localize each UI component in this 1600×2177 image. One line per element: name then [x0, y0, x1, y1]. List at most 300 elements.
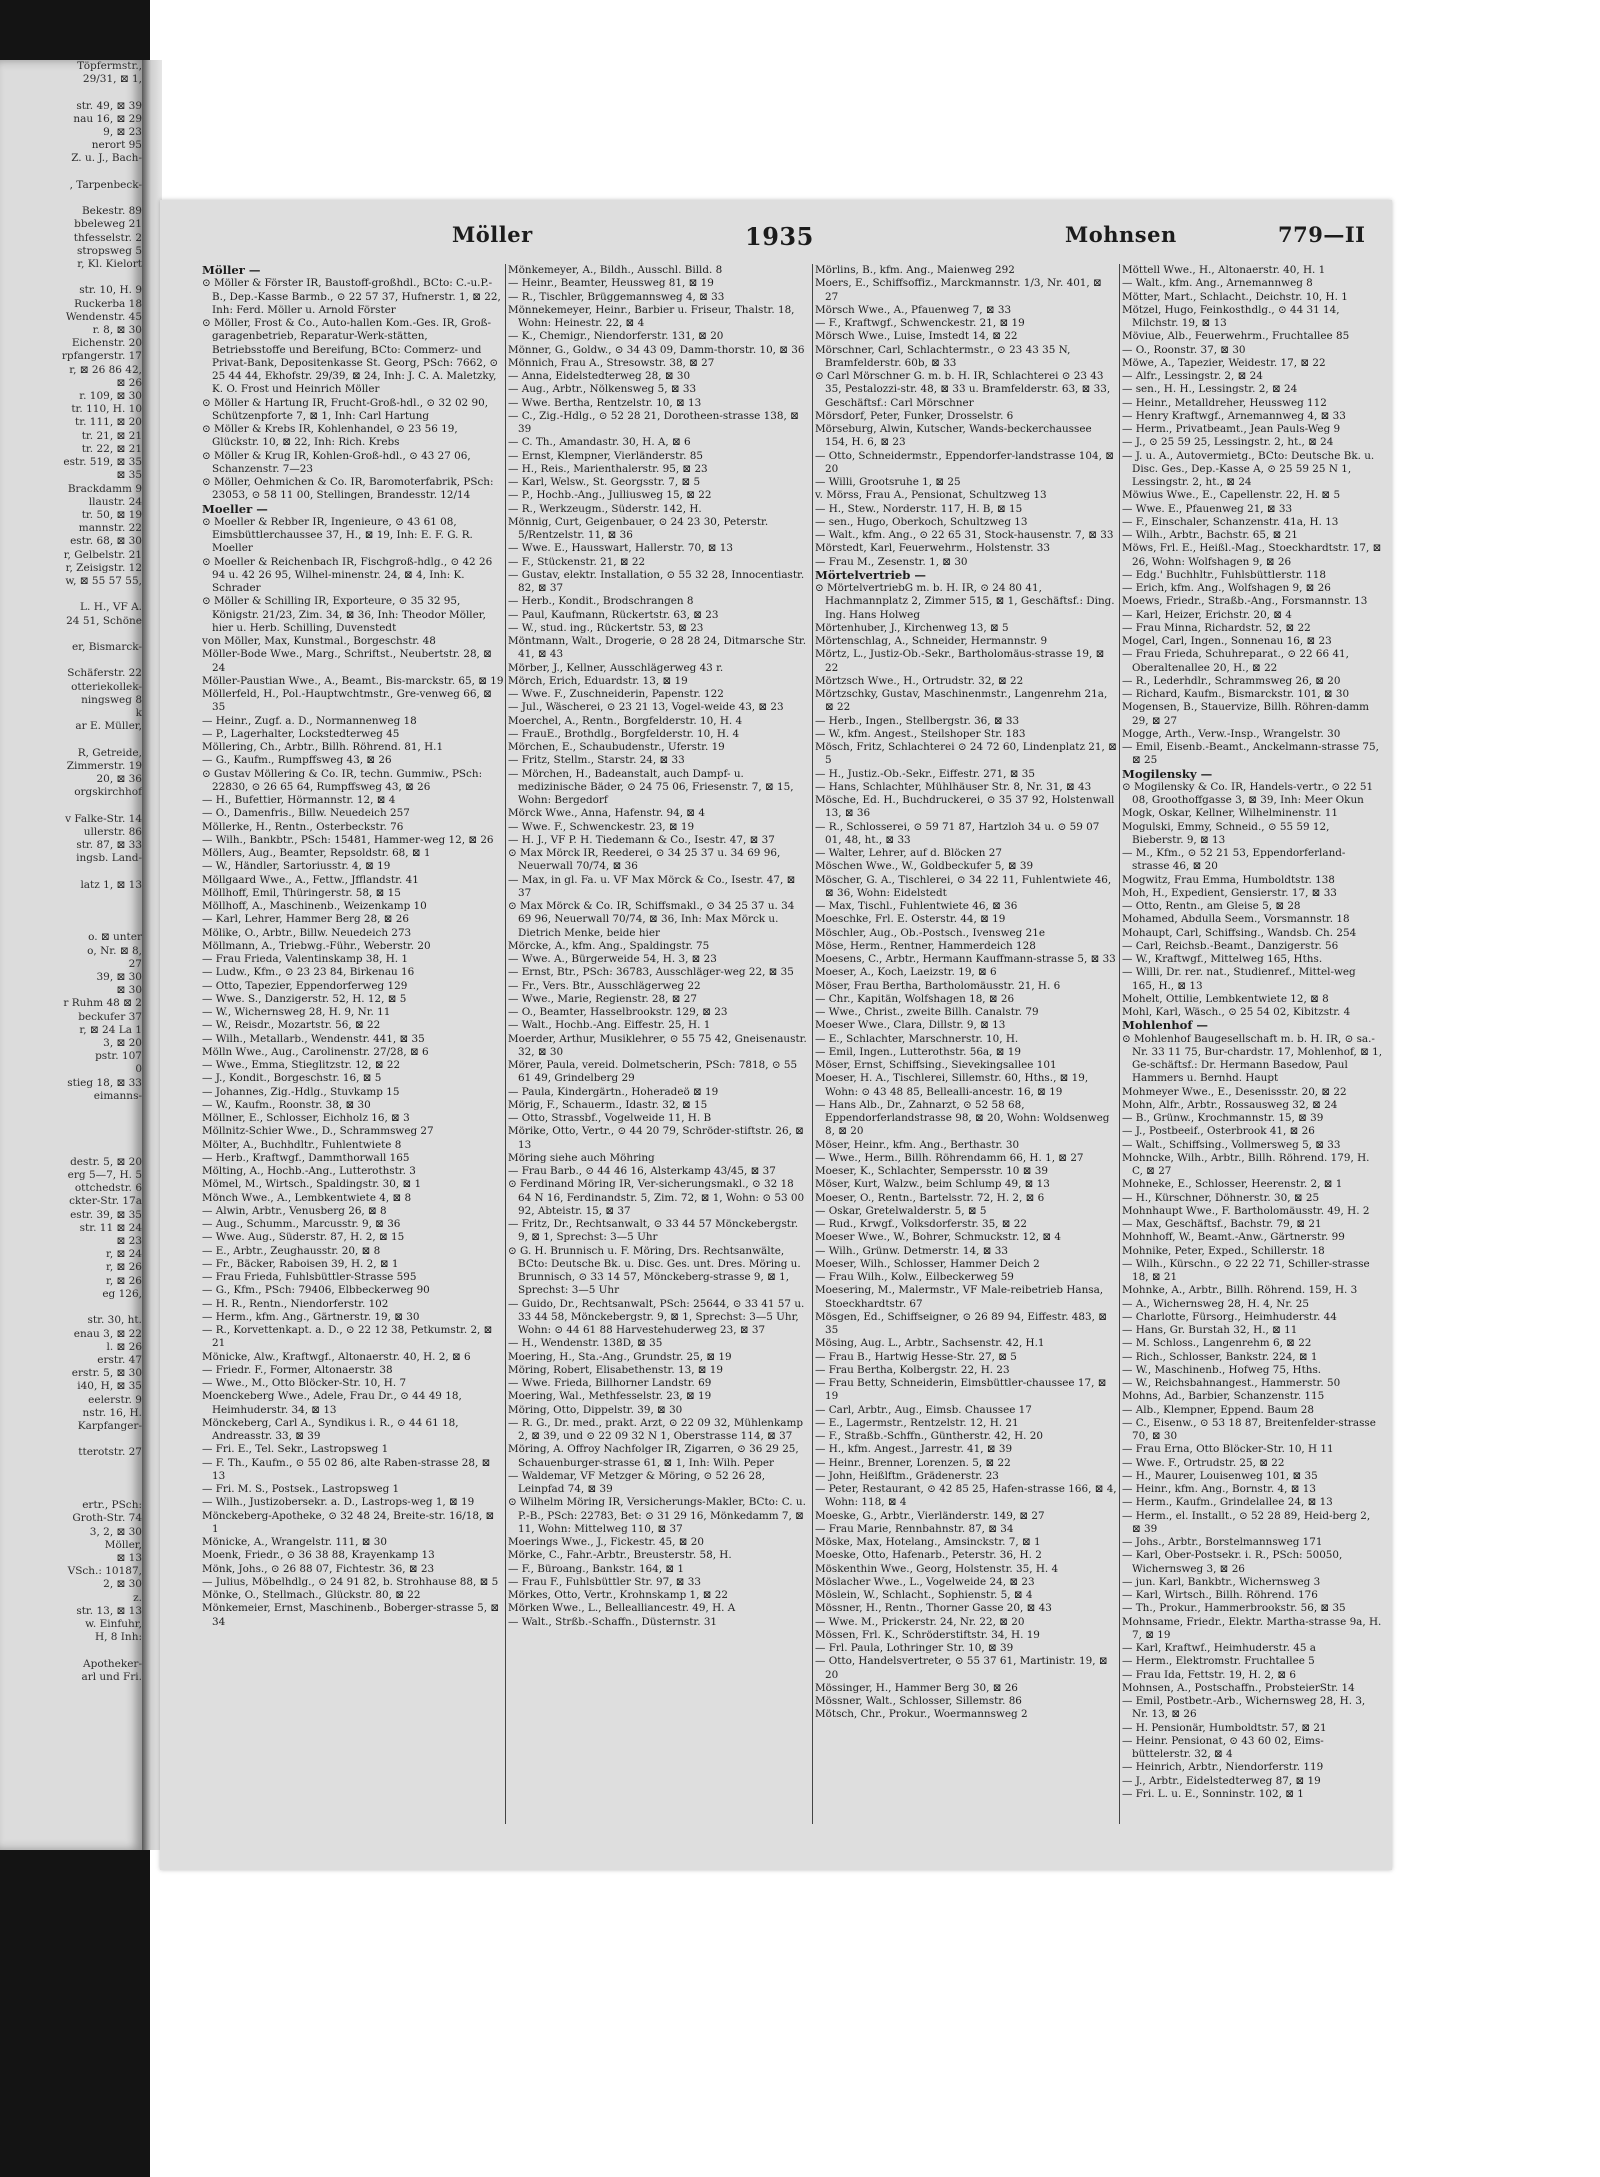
directory-entry: — Frau Frieda, Valentinskamp 38, H. 1	[202, 953, 408, 965]
column-divider	[505, 264, 506, 1824]
fragment-line: 39, ⊠ 30	[96, 971, 142, 984]
directory-entry: Mohneke, E., Schlosser, Heerenstr. 2, ⊠ 1	[1122, 1178, 1343, 1191]
directory-entry: — W., stud. ing., Rückertstr. 53, ⊠ 23	[508, 621, 704, 634]
directory-entry: — Wwe. F., Schwenckestr. 23, ⊠ 19	[508, 820, 695, 833]
directory-column-3	[815, 264, 1117, 1854]
directory-entry: — Ernst, Btr., PSch: 36783, Ausschläger-weg 22, ⊠ 35	[508, 966, 794, 979]
fragment-line: mannstr. 22	[78, 522, 142, 535]
directory-entry: Moerchel, A., Rentn., Borgfelderstr. 10, H. 4	[508, 714, 743, 727]
directory-entry: Mönnig, Curt, Geigenbauer, ⊙ 24 23 30, Peterstr. 5/Rentzelstr. 11, ⊠ 36	[508, 515, 769, 541]
directory-entry: — Chr., Kapitän, Wolfshagen 18, ⊠ 26	[815, 992, 1015, 1005]
directory-entry: — J., ⊙ 25 59 25, Lessingstr. 2, ht., ⊠ 24	[1122, 436, 1334, 449]
fragment-line: r, Kl. Kielort	[77, 258, 142, 271]
fragment-line	[0, 166, 142, 179]
directory-entry: — Karl, Welsw., St. Georgsstr. 7, ⊠ 5	[508, 476, 701, 488]
fragment-line: Karpfanger-	[77, 1419, 142, 1432]
directory-entry: Mörtz, L., Justiz-Ob.-Sekr., Bartholomäus-strasse 19, ⊠ 22	[815, 648, 1105, 674]
directory-entry: Mohaupt, Carl, Schiffsing., Wandsb. Ch. 254	[1122, 926, 1357, 939]
fragment-line: ⊠ 35	[116, 469, 142, 482]
directory-entry: — Karl, Lehrer, Hammer Berg 28, ⊠ 26	[202, 913, 409, 926]
header-right-keyword: Mohnsen	[1065, 222, 1177, 247]
directory-entry: — J., Kondit., Borgeschstr. 16, ⊠ 5	[202, 1072, 382, 1085]
directory-entry: — FrauE., Brothdlg., Borgfelderstr. 10, H. 4	[508, 727, 740, 740]
fragment-line: orgskirchhof	[74, 786, 142, 799]
directory-entry: — Karl, Wirtsch., Billh. Röhrend. 176	[1122, 1589, 1318, 1601]
directory-entry: ⊙ Max Mörck & Co. IR, Schiffsmakl., ⊙ 34 25 37 u. 34 69 96, Neuerwall 70/74, ⊠ 36, Inh: Max Mörck u. Dietrich Menke, beide hier	[508, 900, 795, 939]
directory-entry: — Otto, Schneidermstr., Eppendorfer-landstrasse 104, ⊠ 20	[815, 449, 1114, 475]
fragment-line: nstr. 16, H.	[82, 1406, 142, 1419]
directory-entry: ⊙ MörtelvertriebG m. b. H. IR, ⊙ 24 80 41, Hachmannplatz 2, Zimmer 515, ⊠ 1, Geschäftsf.: Ding. Ing. Hans Holweg	[815, 582, 1115, 621]
directory-entry: — Walt., Strßb.-Schaffn., Düsternstr. 31	[508, 1615, 718, 1628]
fragment-line: Z. u. J., Bach-	[71, 152, 142, 165]
header-year: 1935	[745, 222, 814, 251]
directory-entry: — P., Hochb.-Ang., Julliusweg 15, ⊠ 22	[508, 489, 712, 502]
fragment-line: tr. 110, H. 10	[71, 403, 142, 416]
directory-entry: — Carl, Arbtr., Aug., Eimsb. Chaussee 17	[815, 1403, 1032, 1416]
fragment-line	[0, 1301, 142, 1314]
directory-entry: Mohncke, Wilh., Arbtr., Billh. Röhrend. 179, H. C, ⊠ 27	[1122, 1151, 1370, 1177]
directory-entry: — Heinr., Zugf. a. D., Normannenweg 18	[202, 714, 417, 727]
directory-entry: — Paula, Kindergärtn., Hoheradeö ⊠ 19	[508, 1085, 719, 1098]
header-left-keyword: Möller	[452, 222, 533, 247]
directory-entry: Möring, A. Offroy Nachfolger IR, Zigarren, ⊙ 36 29 25, Schauenburger-strasse 61, ⊠ 1, Inh: Wilh. Peper	[508, 1443, 799, 1469]
directory-entry: Mölike, O., Arbtr., Billw. Neuedeich 273	[202, 926, 412, 939]
directory-column-4	[1122, 264, 1382, 1854]
directory-entry: Mörchen, E., Schaubudenstr., Uferstr. 19	[508, 741, 725, 753]
fragment-line: estr. 39, ⊠ 35	[70, 1208, 142, 1221]
directory-entry: Mömel, M., Wirtsch., Spaldingstr. 30, ⊠ 1	[202, 1178, 422, 1191]
directory-entry: — H., Wendenstr. 138D, ⊠ 35	[508, 1337, 663, 1350]
directory-entry: Mohelt, Ottilie, Lembkentwiete 12, ⊠ 8	[1122, 992, 1329, 1005]
fragment-line	[0, 1644, 142, 1657]
fragment-line: r, ⊠ 24	[105, 1248, 142, 1261]
directory-column-1	[202, 264, 504, 1854]
directory-entry: — Fritz, Dr., Rechtsanwalt, ⊙ 33 44 57 Mönckebergstr. 9, ⊠ 1, Sprechst: 3—5 Uhr	[508, 1218, 799, 1244]
directory-entry: Mohnhaupt Wwe., F. Bartholomäusstr. 49, H. 2	[1122, 1204, 1370, 1217]
fragment-line: w. Einfuhr,	[85, 1617, 142, 1630]
directory-entry: — Herm., Privatbeamt., Jean Pauls-Weg 9	[1122, 423, 1341, 435]
directory-entry: — Hans Alb., Dr., Zahnarzt, ⊙ 52 58 68, Eppendorferlandstrasse 98, ⊠ 20, Wohn: Woldsenweg 8, ⊠ 20	[815, 1098, 1110, 1138]
fragment-line: Schäferstr. 22	[67, 667, 142, 680]
directory-entry: — Otto, Rentn., am Gleise 5, ⊠ 28	[1122, 900, 1301, 912]
directory-entry: Möller-Paustian Wwe., A., Beamt., Bis-marckstr. 65, ⊠ 19	[202, 674, 504, 687]
directory-entry: — Rud., Krwgf., Volksdorferstr. 35, ⊠ 22	[815, 1218, 1028, 1230]
directory-entry: Mönicke, Alw., Kraftwgf., Altonaerstr. 40, H. 2, ⊠ 6	[202, 1350, 471, 1363]
directory-entry: — Rich., Schlosser, Bankstr. 224, ⊠ 1	[1122, 1350, 1318, 1363]
directory-entry: — Wwe., Marie, Regienstr. 28, ⊠ 27	[508, 992, 697, 1005]
directory-entry: Moering, Wal., Methfesselstr. 23, ⊠ 19	[508, 1390, 712, 1403]
directory-entry: — Wwe. M., Prickerstr. 24, Nr. 22, ⊠ 20	[815, 1615, 1025, 1628]
fragment-line: R, Getreide,	[77, 746, 142, 759]
directory-entry: Moeser, Wilh., Schlosser, Hammer Deich 2	[815, 1257, 1040, 1270]
fragment-line: ar E. Müller,	[75, 720, 142, 733]
directory-entry: Mörtenschlag, A., Schneider, Hermannstr. 9	[815, 635, 1048, 647]
directory-entry: ⊙ Mogilensky & Co. IR, Handels-vertr., ⊙ 22 51 08, Groothoffgasse 3, ⊠ 39, Inh: Meer Okun	[1122, 780, 1374, 806]
directory-entry: Mörch, Erich, Eduardstr. 13, ⊠ 19	[508, 674, 688, 687]
directory-entry: Mohnike, Peter, Exped., Schillerstr. 18	[1122, 1244, 1325, 1257]
fragment-line: z.	[133, 1591, 142, 1604]
fragment-line	[0, 799, 142, 812]
directory-entry: ⊙ Mohlenhof Baugesellschaft m. b. H. IR, ⊙ sa.-Nr. 33 11 75, Bur-chardstr. 17, Mohlenhof, ⊠ 1, Ge-schäftsf.: Dr. Hermann Basedow, Paul Hammers u. Bernhd. Haupt	[1122, 1032, 1382, 1085]
directory-entry: Mohamed, Abdulla Seem., Vorsmannstr. 18	[1122, 913, 1350, 926]
fragment-line: r Ruhm 48 ⊠ 2	[63, 997, 142, 1010]
directory-entry: — P., Lagerhalter, Lockstedterweg 45	[202, 727, 400, 740]
directory-entry: — Karl, Ober-Postsekr. i. R., PSch: 50050, Wichernsweg 3, ⊠ 26	[1122, 1549, 1343, 1575]
fragment-line: erstr. 5, ⊠ 30	[71, 1367, 142, 1380]
directory-entry: Mössinger, H., Hammer Berg 30, ⊠ 26	[815, 1681, 1018, 1694]
directory-entry: — Wwe. F., Zuschneiderin, Papenstr. 122	[508, 688, 724, 700]
fragment-line: Bekestr. 89	[81, 205, 142, 218]
fragment-line: estr. 519, ⊠ 35	[63, 456, 142, 469]
book-gutter	[142, 60, 162, 1850]
directory-entry: — Alwin, Arbtr., Venusberg 26, ⊠ 8	[202, 1204, 387, 1217]
fragment-line: r, ⊠ 24 La 1	[79, 1023, 142, 1036]
directory-entry: — Guido, Dr., Rechtsanwalt, PSch: 25644, ⊙ 33 41 57 u. 33 44 58, Mönckebergstr. 9, ⊠ 1, Sprechst: 3—5 Uhr, Wohn: ⊙ 44 61 88 Harvestehuderweg 23, ⊠ 37	[508, 1297, 805, 1336]
directory-entry: — Fri. M. S., Postsek., Lastropsweg 1	[202, 1483, 400, 1495]
directory-entry: Mönch Wwe., A., Lembkentwiete 4, ⊠ 8	[202, 1191, 412, 1204]
directory-entry: Mogk, Oskar, Kellner, Wilhelminenstr. 11	[1122, 807, 1338, 820]
section-heading: Möller —	[202, 264, 261, 277]
directory-entry: Möschler, Aug., Ob.-Postsch., Ivensweg 21e	[815, 926, 1045, 939]
directory-entry: Mölter, A., Buchhdltr., Fuhlentwiete 8	[202, 1138, 402, 1151]
directory-entry: Mönkemeyer, A., Bildh., Ausschl. Billd. 8	[508, 264, 723, 276]
directory-entry: — Emil, Postbetr.-Arb., Wichernsweg 28, H. 3, Nr. 13, ⊠ 26	[1122, 1695, 1366, 1721]
directory-entry: Mogulski, Emmy, Schneid., ⊙ 55 59 12, Bieberstr. 9, ⊠ 13	[1122, 820, 1330, 846]
directory-entry: — Walter, Lehrer, auf d. Blöcken 27	[815, 847, 1003, 859]
column-divider	[1119, 264, 1120, 1824]
directory-entry: — H. R., Rentn., Niendorferstr. 102	[202, 1297, 389, 1310]
fragment-line: estr. 68, ⊠ 30	[70, 535, 142, 548]
directory-entry: — Julius, Möbelhdlg., ⊙ 24 91 82, b. Strohhause 88, ⊠ 5	[202, 1575, 499, 1588]
fragment-line: eimanns-	[93, 1089, 142, 1102]
directory-entry: — K., Chemigr., Niendorferstr. 131, ⊠ 20	[508, 330, 724, 343]
directory-entry: — Walt., Schiffsing., Vollmersweg 5, ⊠ 33	[1122, 1138, 1341, 1151]
fragment-line: r. 109, ⊠ 30	[79, 390, 142, 403]
fragment-line: r, ⊠ 26	[105, 1274, 142, 1287]
directory-entry: Moeser Wwe., W., Bohrer, Schmuckstr. 12, ⊠ 4	[815, 1231, 1062, 1244]
directory-entry: — Wilh., Grünw. Detmerstr. 14, ⊠ 33	[815, 1244, 1008, 1257]
fragment-line	[0, 1116, 142, 1129]
fragment-line: ⊠ 13	[116, 1551, 142, 1564]
fragment-line: o. ⊠ unter	[88, 931, 142, 944]
fragment-line	[0, 865, 142, 878]
fragment-line: nau 16, ⊠ 29	[73, 112, 142, 125]
fragment-line: Ruckerba 18	[74, 297, 142, 310]
fragment-line: 29/31, ⊠ 1,	[82, 73, 142, 86]
directory-entry: Mohnsame, Friedr., Elektr. Martha-strasse 9a, H. 7, ⊠ 19	[1122, 1615, 1382, 1641]
directory-entry: — Herm., Kaufm., Grindelallee 24, ⊠ 13	[1122, 1496, 1333, 1509]
fragment-line: str. 87, ⊠ 33	[76, 838, 142, 851]
directory-entry: — G., Kfm., PSch: 79406, Elbbeckerweg 90	[202, 1284, 430, 1297]
directory-entry: — H., Justiz.-Ob.-Sekr., Eiffestr. 271, ⊠ 35	[815, 767, 1035, 780]
directory-entry: Möllnitz-Schier Wwe., D., Schrammsweg 27	[202, 1125, 434, 1138]
fragment-line: destr. 5, ⊠ 20	[70, 1155, 142, 1168]
directory-entry: Mötzel, Hugo, Feinkosthdlg., ⊙ 44 31 14, Milchstr. 19, ⊠ 13	[1122, 303, 1340, 329]
directory-entry: — W., Reisdr., Mozartstr. 56, ⊠ 22	[202, 1019, 381, 1032]
fragment-line: Apotheker-	[83, 1657, 142, 1670]
fragment-line: ckter-Str. 17a	[69, 1195, 142, 1208]
fragment-line	[0, 892, 142, 905]
fragment-line: er, Bismarck-	[71, 640, 142, 653]
fragment-line	[0, 86, 142, 99]
directory-entry: — Karl, Kraftwf., Heimhuderstr. 45 a	[1122, 1642, 1316, 1654]
directory-entry: — H., Stew., Norderstr. 117, H. B, ⊠ 15	[815, 502, 1023, 515]
directory-entry: — C., Eisenw., ⊙ 53 18 87, Breitenfelder-strasse 70, ⊠ 30	[1122, 1416, 1376, 1442]
fragment-line: 2, ⊠ 30	[103, 1578, 142, 1591]
directory-entry: Moenckeberg Wwe., Adele, Frau Dr., ⊙ 44 49 18, Heimhuderstr. 34, ⊠ 13	[202, 1390, 462, 1416]
page-number: 779—II	[1278, 222, 1366, 247]
directory-entry: — Wilh., Justizobersekr. a. D., Lastrops-weg 1, ⊠ 19	[202, 1496, 475, 1509]
directory-entry: — R., Korvettenkapt. a. D., ⊙ 22 12 38, Petkumstr. 2, ⊠ 21	[202, 1324, 493, 1350]
directory-entry: — Wwe. S., Danzigerstr. 52, H. 12, ⊠ 5	[202, 992, 407, 1005]
fragment-line: 24 51, Schöne	[66, 614, 142, 627]
directory-entry: Moeser, K., Schlachter, Sempersstr. 10 ⊠ 39	[815, 1165, 1048, 1177]
directory-entry: — Willi, Dr. rer. nat., Studienref., Mittel-weg 165, H., ⊠ 13	[1122, 966, 1356, 992]
directory-entry: Mogwitz, Frau Emma, Humboldtstr. 138	[1122, 873, 1335, 886]
fragment-line: eg 126,	[102, 1287, 142, 1300]
fragment-line: str. 13, ⊠ 13	[76, 1604, 142, 1617]
directory-entry: — Fritz, Stellm., Starstr. 24, ⊠ 33	[508, 754, 685, 767]
directory-entry: Moerder, Arthur, Musiklehrer, ⊙ 55 75 42, Gneisenaustr. 32, ⊠ 30	[508, 1032, 807, 1058]
directory-entry: — Th., Prokur., Hammerbrookstr. 56, ⊠ 35	[1122, 1602, 1346, 1615]
section-heading: Mohlenhof —	[1122, 1018, 1208, 1033]
directory-entry: — Herm., Elektromstr. Fruchtallee 5	[1122, 1655, 1315, 1668]
directory-entry: — Herm., kfm. Ang., Gärtnerstr. 19, ⊠ 30	[202, 1310, 420, 1323]
directory-entry: — G., Kaufm., Rumpffsweg 43, ⊠ 26	[202, 754, 392, 767]
fragment-line	[0, 918, 142, 931]
directory-entry: — Frau Frieda, Fuhlsbüttler-Strasse 595	[202, 1271, 417, 1283]
directory-entry: — C. Th., Amandastr. 30, H. A, ⊠ 6	[508, 436, 691, 449]
directory-entry: Mörsdorf, Peter, Funker, Drosselstr. 6	[815, 409, 1014, 422]
directory-entry: ⊙ Ferdinand Möring IR, Ver-sicherungsmakl., ⊙ 32 18 64 N 16, Ferdinandstr. 5, Zim. 72, ⊠ 1, Wohn: ⊙ 53 00 92, Abteistr. 15, ⊠ 37	[508, 1178, 805, 1217]
fragment-line: ertr., PSch:	[82, 1499, 142, 1512]
directory-entry: Möser, Heinr., kfm. Ang., Berthastr. 30	[815, 1138, 1020, 1151]
fragment-line: r, ⊠ 26 86 42,	[69, 363, 142, 376]
directory-entry: Mogensen, B., Stauervize, Billh. Röhren-damm 29, ⊠ 27	[1122, 701, 1369, 727]
directory-entry: — Emil, Ingen., Lutterothstr. 56a, ⊠ 19	[815, 1045, 1021, 1058]
directory-entry: — H., Kürschner, Döhnerstr. 30, ⊠ 25	[1122, 1191, 1320, 1204]
directory-entry: Möser, Ernst, Schiffsing., Sievekingsallee 101	[815, 1059, 1057, 1071]
directory-entry: Mösgen, Ed., Schiffseigner, ⊙ 26 89 94, Eiffestr. 483, ⊠ 35	[815, 1310, 1107, 1336]
directory-entry: — W., Händler, Sartoriusstr. 4, ⊠ 19	[202, 860, 391, 873]
directory-entry: Mörsch Wwe., Luise, Imstedt 14, ⊠ 22	[815, 330, 1018, 343]
directory-entry: Möller-Bode Wwe., Marg., Schriftst., Neubertstr. 28, ⊠ 24	[202, 648, 492, 674]
directory-entry: — Carl, Reichsb.-Beamt., Danzigerstr. 56	[1122, 939, 1339, 952]
directory-entry: — Frau Bertha, Kolbergstr. 22, H. 23	[815, 1363, 1010, 1376]
directory-entry: Möring siehe auch Möhring	[508, 1151, 655, 1164]
directory-entry: Mörer, Paula, vereid. Dolmetscherin, PSch: 7818, ⊙ 55 61 49, Grindelberg 29	[508, 1059, 798, 1085]
directory-entry: — Herb., Kondit., Brodschrangen 8	[508, 595, 694, 608]
fragment-line: ⊠ 26	[116, 376, 142, 389]
fragment-line: 27	[128, 957, 142, 970]
directory-entry: — Waldemar, VF Metzger & Möring, ⊙ 52 26 28, Leinpfad 74, ⊠ 39	[508, 1469, 766, 1495]
directory-entry: — Wilh., Kürschn., ⊙ 22 22 71, Schiller-strasse 18, ⊠ 21	[1122, 1257, 1370, 1283]
fragment-line: str. 10, H. 9	[79, 284, 142, 297]
directory-entry: ⊙ Carl Mörschner G. m. b. H. IR, Schlachterei ⊙ 23 43 35, Pestalozzi-str. 48, ⊠ 33 u. Bramfelderstr. 63, ⊠ 33, Geschäftsf.: Carl Mörschner	[815, 370, 1111, 409]
directory-entry: Moews, Friedr., Straßb.-Ang., Forsmannstr. 13	[1122, 595, 1368, 608]
directory-entry: — Karl, Heizer, Erichstr. 20, ⊠ 4	[1122, 608, 1292, 621]
fragment-line: tr. 111, ⊠ 20	[75, 416, 142, 429]
directory-entry: Möring, Otto, Dippelstr. 39, ⊠ 30	[508, 1403, 683, 1416]
directory-entry: Möllhoff, A., Maschinenb., Weizenkamp 10	[202, 900, 427, 912]
directory-entry: Möslein, W., Schlacht., Sophienstr. 5, ⊠ 4	[815, 1589, 1033, 1601]
directory-entry: v. Mörss, Frau A., Pensionat, Schultzweg 13	[815, 489, 1047, 502]
directory-entry: — Frau Frieda, Schuhreparat., ⊙ 22 66 41, Oberaltenallee 20, H., ⊠ 22	[1122, 648, 1349, 674]
directory-entry: — Erich, kfm. Ang., Wolfshagen 9, ⊠ 26	[1122, 582, 1331, 594]
directory-entry: — Peter, Restaurant, ⊙ 42 85 25, Hafen-strasse 166, ⊠ 4, Wohn: 118, ⊠ 4	[815, 1483, 1117, 1509]
directory-entry: Mörseburg, Alwin, Kutscher, Wands-beckerchaussee 154, H. 6, ⊠ 23	[815, 423, 1092, 449]
directory-entry: Mönnekemeyer, Heinr., Barbier u. Friseur, Thalstr. 18, Wohn: Heinestr. 22, ⊠ 4	[508, 303, 795, 329]
directory-entry: — Wwe. A., Bürgerweide 54, H. 3, ⊠ 23	[508, 953, 717, 965]
fragment-line: beckufer 37	[78, 1010, 142, 1023]
directory-column-2	[508, 264, 810, 1854]
directory-entry: — Wwe., Emma, Stieglitzstr. 12, ⊠ 22	[202, 1059, 401, 1071]
directory-entry: Mörck Wwe., Anna, Hafenstr. 94, ⊠ 4	[508, 807, 705, 820]
directory-entry: Moeschke, Frl. E. Osterstr. 44, ⊠ 19	[815, 913, 1006, 926]
directory-entry: Möser, Frau Bertha, Bartholomäusstr. 21, H. 6	[815, 979, 1061, 992]
directory-entry: Moeser Wwe., Clara, Dillstr. 9, ⊠ 13	[815, 1019, 1006, 1032]
directory-entry: — Heinr., Metalldreher, Heussweg 112	[1122, 396, 1327, 409]
directory-entry: — Alfr., Lessingstr. 2, ⊠ 24	[1122, 370, 1263, 382]
directory-entry: Mönkemeier, Ernst, Maschinenb., Boberger-strasse 5, ⊠ 34	[202, 1602, 500, 1628]
directory-entry: — John, Heißlftm., Grädenerstr. 23	[815, 1469, 999, 1482]
directory-entry: — Otto, Strassbf., Vogelweide 11, H. B	[508, 1112, 712, 1124]
fragment-line: thfesselstr. 2	[73, 231, 142, 244]
directory-entry: — Frau Erna, Otto Blöcker-Str. 10, H 11	[1122, 1443, 1334, 1456]
directory-entry: Mohnsen, A., Postschaffn., ProbsteierStr. 14	[1122, 1681, 1355, 1694]
directory-entry: — O., Beamter, Hasselbrookstr. 129, ⊠ 23	[508, 1006, 728, 1018]
directory-entry: — Walt., Hochb.-Ang. Eiffestr. 25, H. 1	[508, 1019, 711, 1032]
directory-entry: — Emil, Eisenb.-Beamt., Anckelmann-strasse 75, ⊠ 25	[1122, 741, 1379, 767]
directory-entry: — Richard, Kaufm., Bismarckstr. 101, ⊠ 30	[1122, 688, 1350, 700]
directory-entry: — Frau Wilh., Kolw., Eilbeckerweg 59	[815, 1271, 1014, 1283]
directory-entry: Mönnich, Frau A., Stresowstr. 38, ⊠ 27	[508, 356, 715, 369]
directory-entry: Moenk, Friedr., ⊙ 36 38 88, Krayenkamp 13	[202, 1549, 435, 1562]
directory-entry: — R., Tischler, Brüggemannsweg 4, ⊠ 33	[508, 290, 725, 303]
fragment-line: v Falke-Str. 14	[65, 812, 142, 825]
directory-entry: — Charlotte, Fürsorg., Heimhuderstr. 44	[1122, 1310, 1337, 1323]
section-heading: Moeller —	[202, 501, 268, 516]
directory-entry: Moeser, H. A., Tischlerei, Sillemstr. 60, Hths., ⊠ 19, Wohn: ⊙ 43 48 85, Bellealli-ancestr. 16, ⊠ 19	[815, 1072, 1089, 1098]
directory-entry: — Otto, Handelsvertreter, ⊙ 55 37 61, Martinistr. 19, ⊠ 20	[815, 1655, 1108, 1681]
directory-entry: Mörschner, Carl, Schlachtermstr., ⊙ 23 43 35 N, Bramfelderstr. 60b, ⊠ 33	[815, 343, 1071, 369]
fragment-line: rpfangerstr. 17	[61, 350, 142, 363]
directory-entry: — Heinrich, Arbtr., Niendorferstr. 119	[1122, 1761, 1324, 1774]
directory-entry: Möllner, E., Schlosser, Eichholz 16, ⊠ 3	[202, 1112, 410, 1124]
fragment-line: Möller,	[104, 1538, 142, 1551]
directory-entry: — Fri. E., Tel. Sekr., Lastropsweg 1	[202, 1443, 389, 1456]
fragment-line: Wendenstr. 45	[65, 310, 142, 323]
directory-entry: — Wwe., M., Otto Blöcker-Str. 10, H. 7	[202, 1377, 407, 1389]
directory-entry: Mönckeberg-Apotheke, ⊙ 32 48 24, Breite-str. 16/18, ⊠ 1	[202, 1509, 495, 1535]
fragment-line: l. ⊠ 26	[106, 1340, 142, 1353]
fragment-line: ⊠ 30	[116, 984, 142, 997]
directory-entry: — Wilh., Metallarb., Wendenstr. 441, ⊠ 35	[202, 1032, 425, 1045]
directory-entry: Mörig, F., Schauerm., Idastr. 32, ⊠ 15	[508, 1098, 708, 1111]
directory-entry: Möllers, Aug., Beamter, Repsoldstr. 68, ⊠ 1	[202, 847, 431, 859]
directory-entry: Möllhoff, Emil, Thüringerstr. 58, ⊠ 15	[202, 886, 401, 899]
directory-entry: Mörtzschky, Gustav, Maschinenmstr., Langenrehm 21a, ⊠ 22	[815, 688, 1108, 714]
adjacent-page-fragment	[0, 60, 142, 1850]
directory-entry: ⊙ Möller & Krug IR, Kohlen-Groß-hdl., ⊙ 43 27 06, Schanzenstr. 7—23	[202, 449, 471, 475]
directory-entry: Mölting, A., Hochb.-Ang., Lutterothstr. 3	[202, 1165, 416, 1177]
directory-entry: Möslacher Wwe., L., Vogelweide 24, ⊠ 23	[815, 1575, 1035, 1588]
directory-entry: — Heinr., kfm. Ang., Bornstr. 4, ⊠ 13	[1122, 1483, 1316, 1495]
fragment-line: VSch.: 10187,	[67, 1565, 142, 1578]
directory-entry: — W., Wichernsweg 28, H. 9, Nr. 11	[202, 1006, 391, 1018]
directory-entry: — Wwe., Herm., Billh. Röhrendamm 66, H. 1, ⊠ 27	[815, 1151, 1084, 1164]
fragment-line: ningsweg 8	[81, 693, 142, 706]
directory-entry: ⊙ Wilhelm Möring IR, Versicherungs-Makler, BCto: C. u. P.-B., PSch: 22783, Bet: ⊙ 31 29 16, Mönkedamm 7, ⊠ 11, Wohn: Mittelweg 110, ⊠ 37	[508, 1496, 806, 1535]
directory-entry: Möscher, G. A., Tischlerei, ⊙ 34 22 11, Fuhlentwiete 46, ⊠ 36, Wohn: Eidelstedt	[815, 873, 1112, 899]
directory-entry: Möwius Wwe., E., Capellenstr. 22, H. ⊠ 5	[1122, 489, 1341, 502]
fragment-line: r. 8, ⊠ 30	[92, 324, 142, 337]
directory-entry: — O., Roonstr. 37, ⊠ 30	[1122, 343, 1246, 356]
fragment-line	[0, 654, 142, 667]
directory-entry: Moers, E., Schiffsoffiz., Marckmannstr. 1/3, Nr. 401, ⊠ 27	[815, 277, 1102, 303]
fragment-line	[0, 1103, 142, 1116]
directory-entry: — Frau Marie, Rennbahnstr. 87, ⊠ 34	[815, 1522, 1014, 1535]
directory-entry: Möskenthin Wwe., Georg, Holstenstr. 35, H. 4	[815, 1562, 1059, 1575]
directory-entry: Moeser, O., Rentn., Bartelsstr. 72, H. 2, ⊠ 6	[815, 1191, 1045, 1204]
fragment-line: stieg 18, ⊠ 33	[67, 1076, 142, 1089]
fragment-line: str. 11 ⊠ 24	[79, 1221, 142, 1234]
directory-entry: — H., kfm. Angest., Jarrestr. 41, ⊠ 39	[815, 1443, 1013, 1456]
fragment-line: erg 5—7, H. 5	[67, 1169, 142, 1182]
fragment-line	[0, 192, 142, 205]
fragment-line: r, Zeisigstr. 12	[65, 561, 142, 574]
directory-entry: — Alb., Klempner, Eppend. Baum 28	[1122, 1403, 1314, 1416]
fragment-line: , Tarpenbeck-	[69, 178, 142, 191]
directory-entry: ⊙ Möller, Oehmichen & Co. IR, Baromoterfabrik, PSch: 23053, ⊙ 58 11 00, Stellingen, Brandesstr. 12/14	[202, 476, 494, 502]
directory-entry: — Wwe. E., Hausswart, Hallerstr. 70, ⊠ 13	[508, 542, 733, 555]
directory-entry: Mösing, Aug. L., Arbtr., Sachsenstr. 42, H.1	[815, 1337, 1045, 1350]
directory-entry: Möllerfeld, H., Pol.-Hauptwchtmstr., Gre-venweg 66, ⊠ 35	[202, 688, 492, 714]
directory-entry: — Ernst, Klempner, Vierländerstr. 85	[508, 449, 703, 462]
directory-entry: Möse, Herm., Rentner, Hammerdeich 128	[815, 939, 1036, 952]
fragment-line: arl und Fri.	[81, 1670, 142, 1683]
directory-entry: — H. J., VF P. H. Tiedemann & Co., Isestr. 47, ⊠ 37	[508, 833, 775, 846]
directory-entry: — F., Stückenstr. 21, ⊠ 22	[508, 555, 646, 568]
fragment-line: w, ⊠ 55 57 55,	[65, 574, 142, 587]
directory-entry: — Heinr., Beamter, Heussweg 81, ⊠ 19	[508, 277, 714, 290]
directory-entry: — sen., H. H., Lessingstr. 2, ⊠ 24	[1122, 383, 1298, 396]
directory-entry: Mogel, Carl, Ingen., Sonnenau 16, ⊠ 23	[1122, 635, 1332, 647]
directory-entry: — F., Büroang., Bankstr. 164, ⊠ 1	[508, 1562, 685, 1575]
directory-entry: — Aug., Schumm., Marcusstr. 9, ⊠ 36	[202, 1218, 401, 1230]
directory-entry: Mörber, J., Kellner, Ausschlägerweg 43 r.	[508, 661, 724, 674]
directory-entry: Mönk, Johs., ⊙ 26 88 07, Fichtestr. 36, ⊠ 23	[202, 1562, 435, 1575]
fragment-line: llaustr. 24	[88, 495, 142, 508]
fragment-line	[0, 271, 142, 284]
directory-entry: Mönckeberg, Carl A., Syndikus i. R., ⊙ 44 61 18, Andreasstr. 33, ⊠ 39	[202, 1416, 459, 1442]
directory-entry: — Anna, Eidelstedterweg 28, ⊠ 30	[508, 370, 691, 382]
directory-entry: Mohmeyer Wwe., E., Desenissstr. 20, ⊠ 22	[1122, 1085, 1347, 1098]
page-header	[160, 222, 1392, 258]
directory-entry: Mörstedt, Karl, Feuerwehrm., Holstenstr. 33	[815, 542, 1051, 555]
directory-entry: — F., Straßb.-Schffn., Güntherstr. 42, H. 20	[815, 1430, 1043, 1442]
directory-entry: — Hans, Schlachter, Mühlhäuser Str. 8, Nr. 31, ⊠ 43	[815, 780, 1092, 793]
directory-entry: Mösch, Fritz, Schlachterei ⊙ 24 72 60, Lindenplatz 21, ⊠ 5	[815, 741, 1117, 767]
directory-entry: — Fr., Bäcker, Raboisen 39, H. 2, ⊠ 1	[202, 1257, 399, 1270]
directory-entry: Mönner, G., Goldw., ⊙ 34 43 09, Damm-thorstr. 10, ⊠ 36	[508, 343, 805, 356]
directory-entry: Moeser, A., Koch, Laeizstr. 19, ⊠ 6	[815, 966, 997, 979]
directory-entry: — jun. Karl, Bankbtr., Wichernsweg 3	[1122, 1575, 1321, 1588]
directory-entry: Moeske, Otto, Hafenarb., Peterstr. 36, H. 2	[815, 1549, 1042, 1562]
directory-entry: — Willi, Grootsruhe 1, ⊠ 25	[815, 476, 961, 488]
fragment-line	[0, 1143, 142, 1156]
directory-entry: Mötsch, Chr., Prokur., Woermannsweg 2	[815, 1708, 1028, 1721]
